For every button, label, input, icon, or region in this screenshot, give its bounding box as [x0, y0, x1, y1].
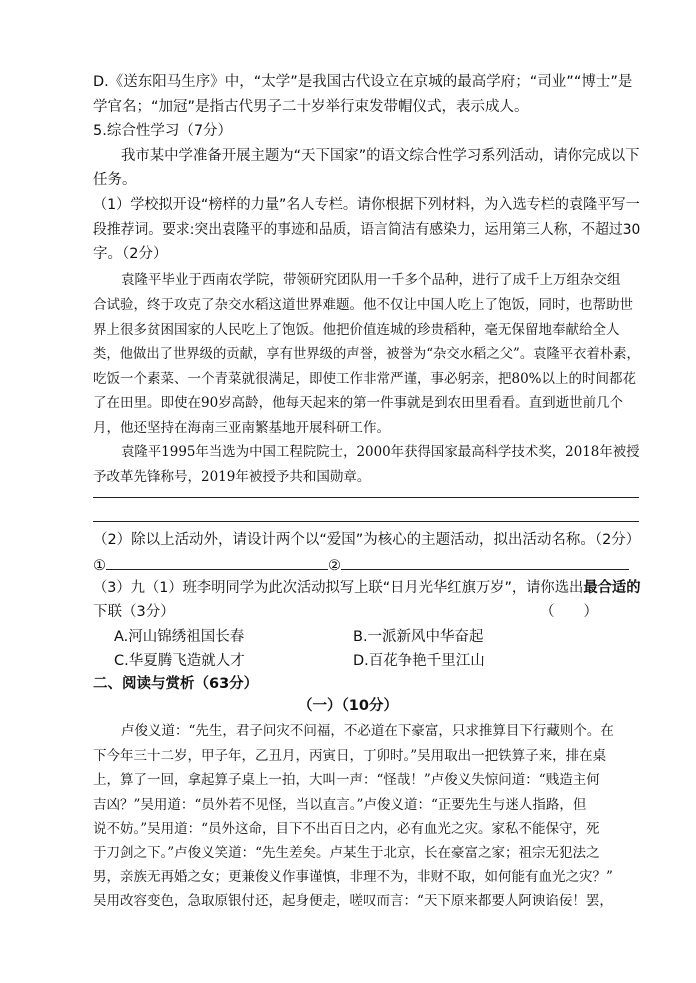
option-d: D.百花争艳千里江山	[353, 653, 485, 669]
q5-sub3-text: （3）九（1）班李明同学为此次活动拟写上联“日月光华红旗万岁”，请你选出	[93, 580, 584, 596]
material-line: 类，他做出了世界级的贡献，享有世界级的声誉，被誉为“杂交水稻之父”。袁隆平衣着朴素，	[93, 346, 640, 362]
option-c: C.华夏腾飞造就人才	[114, 653, 245, 669]
option-d-line1: D.《送东阳马生序》中，“太学”是我国古代设立在京城的最高学府；“司业”“博士”是	[93, 74, 633, 90]
material-line: 袁隆平毕业于西南农学院，带领研究团队用一千多个品种，进行了成千上万组杂交组	[121, 272, 621, 288]
material-line: 吃饭一个素菜、一个青菜就很满足，即使工作非常严谨，事必躬亲，把80%以上的时间都花	[93, 371, 637, 387]
option-a: A.河山锦绣祖国长春	[114, 629, 245, 645]
material-line: 予改革先锋称号，2019年被授予共和国勋章。	[93, 469, 371, 485]
passage-line: 上，算了一回，拿起算子桌上一拍，大叫一声：“怪哉！”卢俊义失惊问道：“贱造主何	[93, 772, 600, 788]
material-line: 了在田里。即使在90岁高龄，他每天起来的第一件事就是到农田里看看。直到逝世前几个	[93, 395, 624, 411]
q5-intro-line2: 任务。	[93, 172, 137, 188]
q5-sub3-line1	[93, 578, 640, 598]
q5-sub1-line3: 字。（2分）	[93, 246, 168, 262]
passage-line: 说不妨。”吴用道：“员外这命，目下不出百日之内，必有血光之灾。家私不能保守，死	[93, 821, 600, 837]
q5-intro-line1: 我市某中学准备开展主题为“天下国家”的语文综合性学习系列活动，请你完成以下	[121, 148, 640, 164]
answer-mark-2: ②	[328, 558, 341, 574]
q5-sub3-emphasis: 最合适的	[583, 580, 641, 596]
q5-sub2-answers	[93, 554, 629, 576]
q5-sub1-line2: 段推荐词。要求:突出袁隆平的事迹和品质，语言简洁有感染力，运用第三人称，不超过30	[93, 222, 641, 238]
answer-bracket[interactable]: （ ）	[540, 604, 598, 620]
passage-line: 吴用改容变色，急取原银付还，起身便走，嗟叹而言：“天下原来都要人阿谀谄佞！罢，	[93, 893, 613, 909]
passage-line: 下今年三十二岁，甲子年，乙丑月，丙寅日，丁卯时。”吴用取出一把铁算子来，排在桌	[93, 748, 607, 764]
passage-line: 男，亲族无再婚之女；更兼俊义作事谨慎，非理不为，非财不取，如何能有血光之灾？”	[93, 869, 613, 885]
q5-sub1-line1: （1）学校拟开设“榜样的力量”名人专栏。请你根据下列材料，为入选专栏的袁隆平写一	[93, 197, 640, 213]
option-b: B.一派新风中华奋起	[353, 629, 484, 645]
answer-mark-1: ①	[93, 558, 106, 574]
material-line: 界上很多贫困国家的人民吃上了饱饭。他把价值连城的珍贵稻种，毫无保留地奉献给全人	[93, 322, 620, 338]
q5-sub2-line1: （2）除以上活动外，请设计两个以“爱国”为核心的主题活动，拟出活动名称。（2分）	[93, 532, 641, 548]
section-heading: 二、阅读与赏析（63分）	[93, 676, 259, 692]
passage-line: 卢俊义道：“先生，君子问灾不问福，不必道在下豪富，只求推算目下行藏则个。在	[121, 723, 614, 739]
answer-blank-2[interactable]	[341, 554, 629, 570]
material-line: 月，他还坚持在海南三亚南繁基地开展科研工作。	[93, 420, 390, 436]
answer-line[interactable]	[93, 521, 639, 522]
material-line: 袁隆平1995年当选为中国工程院院士，2000年获得国家最高科学技术奖，2018年被授	[121, 444, 640, 460]
passage-line: 吉凶？”吴用道：“员外若不见怪，当以直言。”卢俊义道：“正要先生与迷人指路，但	[93, 797, 587, 813]
material-line: 合试验，终于攻克了杂交水稻这道世界难题。他不仅让中国人吃上了饱饭，同时，也帮助世	[93, 297, 633, 313]
answer-line[interactable]	[93, 497, 639, 498]
passage-line: 于刀剑之下。”卢俊义笑道：“先生差矣。卢某生于北京，长在豪富之家；祖宗无犯法之	[93, 845, 600, 861]
q5-title: 5.综合性学习（7分）	[93, 123, 233, 139]
answer-blank-1[interactable]	[106, 554, 328, 570]
part-heading: （一）（10分）	[298, 698, 398, 714]
option-d-line2: 学官名；“加冠”是指古代男子二十岁举行束发带帽仪式，表示成人。	[93, 99, 529, 115]
q5-sub3-line2: 下联（3分）	[93, 604, 175, 620]
